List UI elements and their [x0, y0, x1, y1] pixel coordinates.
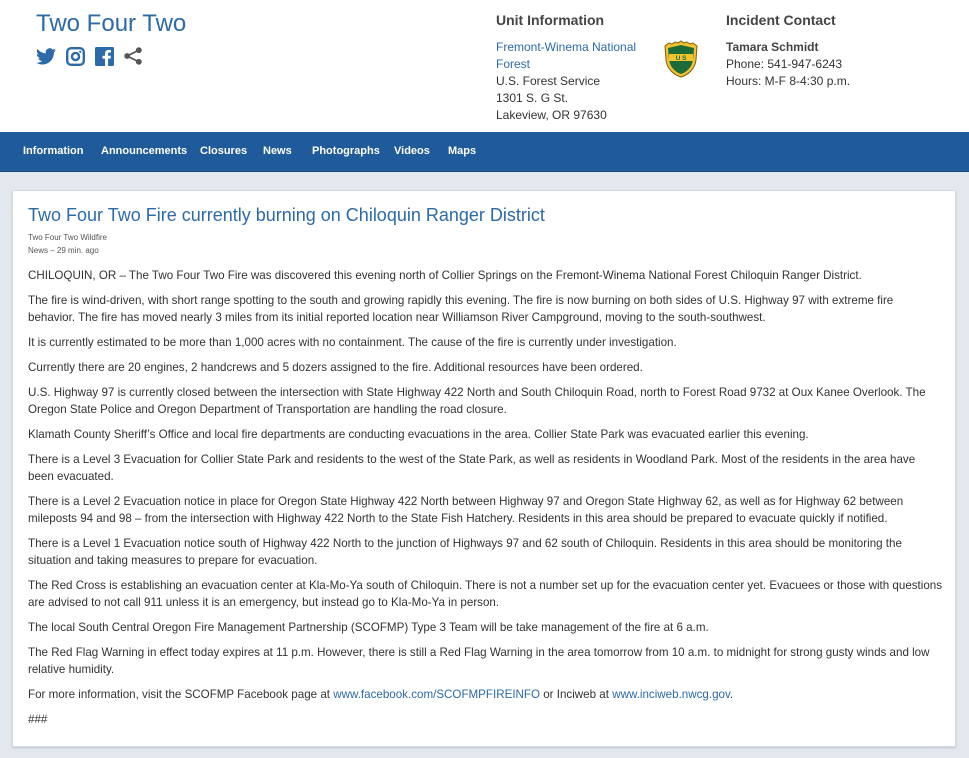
contact-heading: Incident Contact: [726, 12, 836, 28]
nav-item-news[interactable]: News: [263, 145, 292, 157]
article-body: [28, 267, 943, 736]
incident-contact: [726, 12, 926, 90]
usfs-shield-icon: [664, 40, 698, 78]
more-info-prefix: For more information, visit the SCOFMP Facebook page at: [28, 688, 334, 701]
city-address: Lakeview, OR 97630: [496, 108, 607, 122]
twitter-icon[interactable]: [36, 46, 56, 66]
article-paragraph: Currently there are 20 engines, 2 handcrews and 5 dozers assigned to the fire. Additional resources have been ordered.: [28, 361, 643, 374]
article-paragraph: The local South Central Oregon Fire Management Partnership (SCOFMP) Type 3 Team will be take management of the fire at 6 a.m.: [28, 621, 709, 634]
article-paragraph: It is currently estimated to be more than 1,000 acres with no containment. The cause of the fire is currently under investigation.: [28, 336, 677, 349]
contact-hours: Hours: M-F 8-4:30 p.m.: [726, 74, 851, 88]
article-paragraph: There is a Level 3 Evacuation for Collier State Park and residents to the west of the State Park, as well as residents in Woodland Park. Most of the residents in the area have been evacuated.: [28, 453, 916, 483]
article-paragraph: CHILOQUIN, OR – The Two Four Two Fire was discovered this evening north of Collier Springs on the Fremont-Winema National Forest Chiloquin Ranger District.: [28, 269, 862, 282]
instagram-icon[interactable]: [65, 46, 85, 66]
posted-time: News – 29 min. ago: [28, 246, 99, 255]
article-paragraph: Klamath County Sheriff’s Office and local fire departments are conducting evacuations in the area. Collier State Park was evacuated earlier this evening.: [28, 428, 809, 441]
social-links: [36, 46, 143, 66]
article-paragraph: U.S. Highway 97 is currently closed between the intersection with State Highway 422 North and South Chiloquin Road, north to Forest Road 9732 at Oux Kanee Overlook. The Oregon State Police and Oregon Department of Transportation are handling the road closure.: [28, 386, 926, 416]
article-meta: [28, 231, 107, 257]
more-info-paragraph: [28, 686, 943, 703]
article-title: Two Four Two Fire currently burning on Chiloquin Ranger District: [28, 205, 545, 225]
nav-item-information[interactable]: Information: [23, 145, 84, 157]
site-title[interactable]: Two Four Two: [36, 10, 187, 37]
forest-link[interactable]: Fremont-Winema National Forest: [496, 40, 637, 71]
nav-item-photographs[interactable]: Photographs: [312, 145, 380, 157]
contact-name: Tamara Schmidt: [726, 40, 819, 54]
nav-item-videos[interactable]: Videos: [394, 145, 430, 157]
more-info-middle: or Inciweb at: [540, 688, 613, 701]
unit-information: [496, 12, 646, 124]
main-nav: [0, 132, 969, 172]
article-paragraph: There is a Level 2 Evacuation notice in place for Oregon State Highway 422 North between Highway 97 and Oregon State Highway 62, as well as for Highway 62 between mileposts 94 and 98 – from the intersection with Highway 422 North to the State Fish Hatchery. Residents in this area should be prepared to evacuate quickly if notified.: [28, 495, 904, 525]
inciweb-link[interactable]: www.inciweb.nwcg.gov: [612, 688, 730, 701]
svg-text:U S: U S: [675, 55, 687, 62]
agency-name: U.S. Forest Service: [496, 74, 601, 88]
street-address: 1301 S. G St.: [496, 91, 569, 105]
article-card: [12, 190, 956, 747]
end-mark: ###: [28, 713, 48, 726]
nav-item-maps[interactable]: Maps: [448, 145, 477, 157]
article-paragraph: The Red Cross is establishing an evacuation center at Kla-Mo-Ya south of Chiloquin. There is not a number set up for the evacuation center yet. Evacuees or those with questions are advised to not call 911 unless it is an emergency, but instead go to Kla-Mo-Ya in person.: [28, 579, 943, 609]
facebook-page-link[interactable]: www.facebook.com/SCOFMPFIREINFO: [333, 688, 541, 701]
unit-info-heading: Unit Information: [496, 12, 605, 28]
contact-phone: Phone: 541-947-6243: [726, 57, 843, 71]
site-header: [0, 0, 969, 132]
incident-name: Two Four Two Wildfire: [28, 233, 107, 242]
facebook-icon[interactable]: [94, 46, 114, 66]
nav-item-announcements[interactable]: Announcements: [101, 145, 188, 157]
nav-item-closures[interactable]: Closures: [200, 145, 248, 157]
share-icon[interactable]: [123, 46, 143, 66]
article-paragraph: The fire is wind-driven, with short range spotting to the south and growing rapidly this evening. The fire is now burning on both sides of U.S. Highway 97 with extreme fire behavior. The fire has moved nearly 3 miles from its initial reported location near Williamson River Campground, moving to the south-southwest.: [28, 294, 894, 324]
article-paragraph: There is a Level 1 Evacuation notice south of Highway 422 North to the junction of Highways 97 and 62 south of Chiloquin. Residents in this area should be monitoring the situation and taking measures to prepare for evacuation.: [28, 537, 902, 567]
article-paragraph: The Red Flag Warning in effect today expires at 11 p.m. However, there is still a Red Flag Warning in the area tomorrow from 10 a.m. to midnight for strong gusty winds and low relative humidity.: [28, 646, 930, 676]
more-info-suffix: .: [729, 688, 734, 701]
